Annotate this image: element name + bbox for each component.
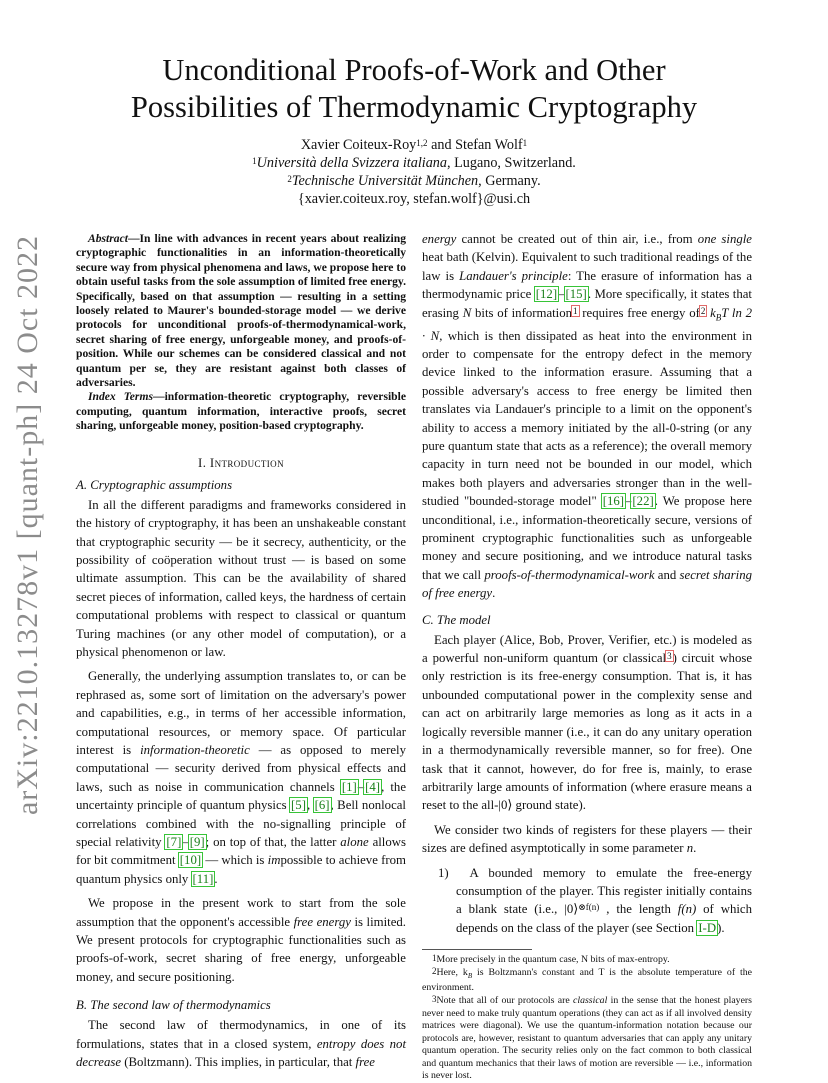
text-run: – — [357, 779, 365, 794]
math-symbol: k — [710, 305, 716, 320]
emphasis: Landauer's principle — [459, 268, 568, 283]
footnote-number: 1 — [432, 953, 437, 964]
footnote-1 — [422, 954, 752, 967]
text-run: A bounded memory to emulate the free-energy consumption of the player. This register initially contains a blank state (i.e., |0⟩ — [456, 865, 752, 917]
citation-link[interactable]: [5] — [291, 798, 306, 813]
section-number: I. — [198, 455, 207, 470]
text-run: cannot be created out of thin air, i.e., from — [456, 232, 698, 246]
text-run: We propose in the present work to start from the sole assumption that the opponent's accessible — [76, 896, 406, 929]
math-expression: T ln 2 · N — [422, 305, 753, 343]
section-heading-introduction — [76, 454, 406, 472]
right-column — [422, 230, 752, 1083]
arxiv-identifier: arXiv:2210.13278v1 [quant-ph] 24 Oct 2022 — [11, 234, 44, 816]
citation-link[interactable]: [7] — [166, 835, 182, 849]
citation-link[interactable]: [11] — [192, 871, 214, 886]
subsection-heading-b: B. The second law of thermodynamics — [76, 998, 271, 1013]
emphasis: secret sharing of free energy — [422, 567, 752, 601]
text-run: — as opposed to merely computational — security derived from physical effects and laws, such as noise in communication channels — [76, 742, 406, 794]
list-number: 1) — [438, 865, 449, 880]
author-emails: {xavier.coiteux.roy, stefan.wolf}@usi.ch — [297, 191, 531, 207]
text-run: of which depends on the class of the player (see Section — [456, 902, 753, 935]
text-run: allows for bit commitment — [76, 835, 406, 868]
subsection-heading-a: A. Cryptographic assumptions — [76, 477, 233, 492]
footnote-text: More precisely in the quantum case, N bits of max-entropy. — [436, 954, 670, 966]
emphasis: free — [355, 1055, 375, 1070]
citation-link[interactable]: [10] — [179, 853, 202, 868]
text-run: ). — [717, 920, 725, 935]
emphasis: energy — [422, 232, 457, 246]
affiliation-2 — [60, 172, 768, 190]
citation-link[interactable]: [22] — [632, 494, 654, 509]
index-terms-label: Index Terms — [88, 390, 153, 404]
text-run: The second law of thermodynamics, in one of its formulations, states that in a closed system, — [76, 1018, 406, 1051]
math-subscript: B — [467, 971, 473, 980]
text-run: Generally, the underlying assumption translates to, or can be rephrased as, some sort of limitation on the adversary's power and capabilities, e.g., in terms of her accessible information, computational resources, or memory space. Of particular interest is — [76, 669, 406, 757]
index-terms — [76, 390, 406, 433]
affiliation-2-number: 2 — [287, 174, 292, 184]
text-run: is limited. We present protocols for cryptographic functionalities such as proofs-of-work, secret sharing of free energy, unforgeable money, and secure positioning. — [76, 914, 406, 984]
footnote-link[interactable]: 3 — [667, 651, 672, 662]
abstract-label: Abstract — [88, 232, 128, 245]
citation-link[interactable]: [6] — [314, 798, 330, 813]
citation-link[interactable]: [12] — [535, 287, 558, 302]
footnote-number: 2 — [432, 965, 437, 976]
title-line-1: Unconditional Proofs-of-Work and Other — [162, 53, 666, 87]
emphasis: information-theoretic — [140, 742, 250, 757]
emphasis: proofs-of-thermodynamical-work — [484, 567, 655, 582]
math-symbol: N — [462, 305, 472, 320]
footnote-text: Note that all of our protocols are — [436, 994, 574, 1006]
footnote-link[interactable]: 1 — [573, 305, 578, 316]
footnote-separator — [422, 949, 532, 950]
abstract — [76, 232, 406, 390]
footnote-text: in the sense that the honest players never need to make truly quantum operations (they can act as if all involved density matrices were diagonal). We use the quantum-information notation because our protocols are, however, resistant to quantum adversaries that can apply any unitary quantum operation. The security relies only on the fact common to both classical and quantum mechanics that their laws of motion are reversible — i.e., information is never lost. — [422, 994, 752, 1082]
text-run: . We propose here unconditional, i.e., information-theoretically secure, versions of prominent cryptographic functionalities such as unforgeable money and secure positioning, and we introduce natural tasks that we call — [422, 494, 752, 582]
citation-link[interactable]: [16] — [602, 494, 625, 509]
citation-link[interactable]: [4] — [365, 779, 381, 794]
math-subscript: B — [715, 312, 722, 323]
footnote-link[interactable]: 2 — [700, 305, 706, 316]
affiliation-1 — [60, 154, 768, 172]
affiliation-2-name: Technische Universität München — [291, 173, 479, 189]
citation-link[interactable]: [9] — [189, 835, 205, 849]
emphasis: one single — [697, 232, 752, 246]
paragraph-b1-continued: energy cannot be created out of thin air, i.e., from one single heat bath (Kelvin). Equivalent to such traditional readings of the law is Landauer's principle: The erasure of information has a thermodynamic price [12]–[15]. More specifically, it states that erasing N bits of information$^1$ requires free energy of$^2$ $k_BT$ ln 2 · N, which is then dissipated as heat into the environment in order to compensate for the entropy defect in the memory device linked to the information erasure. Assuming that a possible adversary's access to free energy be limited then translates via Landauer's principle to a limit on the opponent's ability to access a memory initiated by the all-0-string (or any pure quantum state that acts as a reference); the overall memory capacity in turn need not be bounded in our model, which makes both players and adversaries stronger than in the well-studied "bounded-storage model" [16]–[22]. We propose here unconditional, i.e., information-theoretically secure, versions of prominent cryptographic functionalities such as unforgeable money and secure positioning, and we introduce natural tasks that we call proofs-of-thermodynamical-work and secret sharing of free energy. — [422, 232, 753, 601]
index-terms-text: —information-theoretic cryptography, reversible computing, quantum information, interactive proofs, secret sharing, unforgeable money, position-based cryptography. — [76, 390, 406, 433]
text-run: . — [693, 841, 697, 856]
subsection-heading-c: C. The model — [422, 612, 491, 627]
emphasis: im — [267, 853, 281, 868]
footnote-2 — [422, 967, 752, 995]
text-run: , which is then dissipated as heat into the environment in order to compensate for the entropy defect in the memory device linked to the information erasure. Assuming that a possible adversary's access to free energy be limited then translates via Landauer's principle to a limit on the opponent's ability to access a memory initiated by the all-0-string (or any pure quantum state that acts as a reference); the overall memory capacity in turn need not be bounded in our model, which makes both players and adversaries stronger than in the well-studied "bounded-storage model" — [422, 328, 752, 509]
emphasis: alone — [340, 835, 369, 849]
paragraph-a3 — [76, 894, 406, 986]
text-run: . More specifically, it states that erasing — [422, 287, 752, 320]
affiliation-1-location: , Lugano, Switzerland. — [447, 155, 576, 171]
citation-link[interactable]: [15] — [565, 287, 587, 302]
text-run: (Boltzmann). This implies, in particular, that — [121, 1055, 356, 1070]
author-2-affiliation: 1 — [522, 138, 528, 148]
footnote-text: is Boltzmann's constant and T is the absolute temperature of the environment. — [422, 966, 752, 994]
footnote-number: 3 — [432, 993, 437, 1004]
list-item — [422, 864, 752, 938]
author-1-affiliation: 1,2 — [416, 138, 428, 148]
emphasis: free energy — [293, 914, 351, 929]
paragraph-a2: Generally, the underlying assumption translates to, or can be rephrased as, some sort of limitation on the adversary's power and capabilities, e.g., in terms of her accessible information, computational resources, or memory space. Of particular interest is information-theoretic — as opposed to merely computational — security derived from physical effects and laws, such as noise in communication channels [1]–[4], the uncertainty principle of quantum physics [5], [6], Bell nonlocal correlations combined with the no-signalling principle of special relativity [7]–[9]; on top of that, the latter alone allows for bit commitment [10] — which is impossible to achieve from quantum physics only [11]. — [76, 669, 406, 886]
math-superscript: ⊗f(n) — [578, 902, 600, 913]
text-run: , the length — [599, 902, 678, 917]
register-list — [422, 864, 752, 938]
text-run: , Bell nonlocal correlations combined with the no-signalling principle of special relativity — [76, 798, 406, 849]
paragraph-c1 — [422, 631, 752, 815]
affiliation-1-number: 1 — [252, 156, 257, 166]
section-link[interactable]: I-D — [698, 920, 717, 935]
paragraph-c2 — [422, 821, 752, 858]
math-expression: f(n) — [677, 902, 697, 917]
emphasis: entropy does not decrease — [76, 1036, 406, 1070]
emphasis: classical — [573, 994, 608, 1006]
author-2: Stefan Wolf — [455, 137, 523, 153]
footnote-text: Here, k — [436, 966, 468, 978]
text-run: ) circuit whose only restriction is its free-energy consumption. That is, it has unbounded computational power in the complexity sense and can act on arbitrarily large memories as long as it acts in a logically reversible manner (i.e., it can do any unitary operation in a thermodynamically reversible manner, so for free). One task that it cannot, however, do for free is, mainly, to erase arbitrarily large amounts of information (where erasure means a reset to the all-|0⟩ ground state). — [422, 651, 753, 813]
math-symbol: n — [686, 841, 694, 856]
text-run: Each player (Alice, Bob, Prover, Verifier, etc.) is modeled as a powerful non-uniform quantum (or classical — [422, 632, 752, 666]
author-line — [60, 136, 768, 154]
title-line-2: Possibilities of Thermodynamic Cryptography — [130, 90, 698, 124]
author-1: Xavier Coiteux-Roy — [300, 137, 417, 153]
paragraph-a1: In all the different paradigms and frameworks considered in the history of cryptography, it has been an unshakeable constant that cryptographic security — be it secrecy, authenticity, or the possibility of coöperation without trust — is based on some ultimate assumption. This can be the availability of shared secret pieces of information, called keys, the hardness of certain computational problems with respect to classical or quantum Turing machines (or any other model of computation), or a physical phenomenon or law. — [76, 497, 406, 659]
footnote-3 — [422, 995, 752, 1083]
author-conjunction: and — [431, 137, 452, 153]
text-run: . — [492, 586, 496, 601]
abstract-text: —In line with advances in recent years about realizing cryptographic functionalities in an information-theoretically secure way from physical phenomena and laws, we propose here to obtain useful tasks from the sole assumption of limited free energy. Specifically, based on that assumption — resulting in a setting loosely related to Maurer's bounded-storage model — we derive protocols for unconditional proofs-of-thermodynamical-work, secret sharing of free energy, unforgeable money, and proofs-of-position. While our schemes can be considered classical and not quantum per se, they are resistant against both classes of adversaries. — [76, 232, 406, 390]
text-run: possible to achieve from quantum physics only — [76, 853, 406, 886]
affiliation-1-name: Università della Svizzera italiana — [256, 155, 447, 171]
text-run: We consider two kinds of registers for these players — their sizes are defined asymptotically in some parameter — [422, 822, 752, 856]
text-run: bits of information — [471, 305, 573, 320]
text-run: and — [654, 567, 680, 582]
text-run: requires free energy of — [578, 305, 700, 320]
paper-title — [60, 52, 768, 126]
text-run: , the uncertainty principle of quantum physics — [76, 779, 406, 813]
text-run: : The erasure of information has a thermodynamic price — [422, 268, 753, 302]
affiliation-2-location: , Germany. — [478, 173, 541, 189]
text-run: – — [182, 835, 189, 849]
paragraph-b1 — [76, 1016, 406, 1071]
citation-link[interactable]: [1] — [341, 779, 357, 794]
section-title: Introduction — [209, 455, 284, 470]
text-run: heat bath (Kelvin). Equivalent to such traditional readings of the law is — [422, 250, 752, 283]
text-run: ; on top of that, the latter — [205, 835, 341, 849]
text-run: — which is — [202, 853, 268, 868]
left-column — [76, 232, 406, 1077]
